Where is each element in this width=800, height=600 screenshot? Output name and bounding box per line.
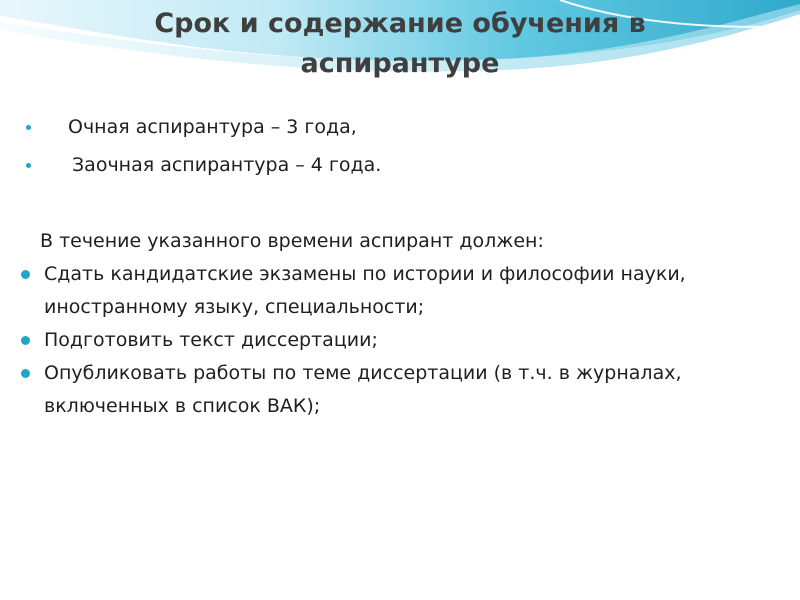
bullet-icon bbox=[21, 270, 30, 279]
bullet-icon bbox=[21, 336, 30, 345]
list-item bbox=[0, 258, 760, 324]
list-item-text: Подготовить текст диссертации; bbox=[44, 329, 378, 351]
list-item bbox=[0, 357, 760, 423]
slide-title: Срок и содержание обучения в аспирантуре bbox=[154, 8, 646, 79]
bullet-icon bbox=[26, 163, 31, 168]
intro-text: В течение указанного времени аспирант должен: bbox=[40, 230, 544, 252]
list-item-text: Заочная аспирантура – 4 года. bbox=[72, 154, 382, 176]
bullet-icon bbox=[26, 125, 31, 130]
bullet-icon bbox=[21, 369, 30, 378]
list-item-text: Опубликовать работы по теме диссертации (в т.ч. в журналах, включенных в список ВАК); bbox=[44, 362, 682, 417]
tasks-list bbox=[0, 258, 760, 423]
list-item-text: Сдать кандидатские экзамены по истории и философии науки, иностранному языку, специальности; bbox=[44, 263, 686, 318]
list-item-text: Очная аспирантура – 3 года, bbox=[68, 116, 357, 138]
list-item bbox=[0, 324, 760, 357]
